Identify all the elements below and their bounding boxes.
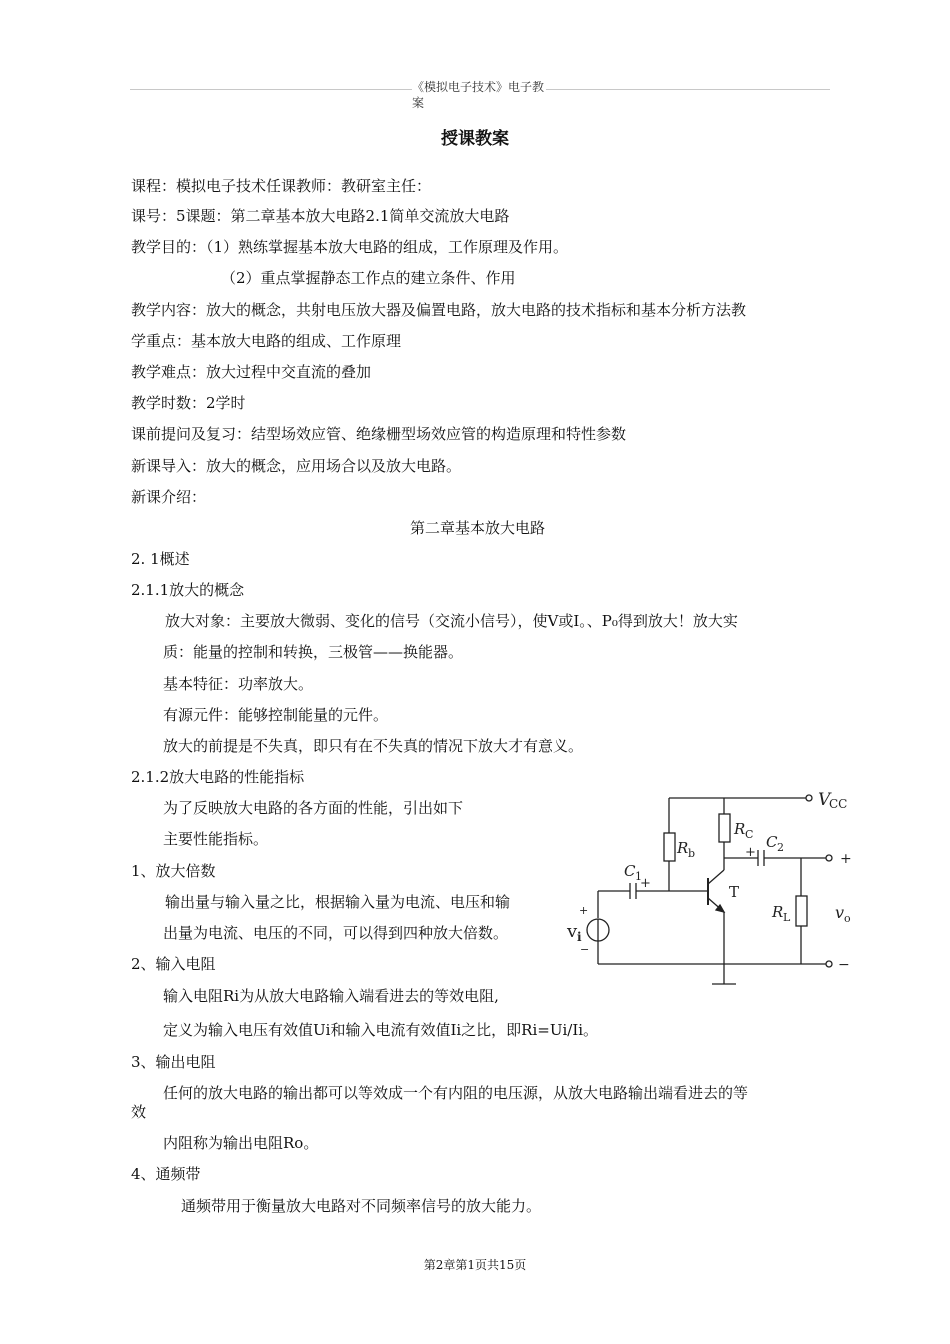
paragraph-bandwidth: 通频带用于衡量放大电路对不同频率信号的放大能力。 <box>181 1197 542 1215</box>
rc-label: R <box>734 820 746 838</box>
heading-input-resistance: 2、输入电阻 <box>131 955 216 973</box>
c1-plus-sign: + <box>640 876 651 891</box>
paragraph-object-a: 放大对象：主要放大微弱、变化的信号（交流小信号），使V或I。、P₀得到放大！放大实 <box>165 612 738 630</box>
rc-subscript: C <box>745 828 754 841</box>
vi-subscript: i <box>577 930 582 944</box>
paragraph-output-b: 效 <box>131 1103 147 1121</box>
rb-label: R <box>677 839 689 857</box>
course-line: 课程：模拟电子技术任课教师：教研室主任： <box>131 177 432 195</box>
section-2-1-2: 2.1.2放大电路的性能指标 <box>131 768 305 786</box>
rl-subscript: L <box>783 911 791 924</box>
c2-plus-sign: + <box>745 845 756 860</box>
paragraph-input-a: 输入电阻Ri为从放大电路输入端看进去的等效电阻, <box>163 987 499 1005</box>
heading-bandwidth: 4、通频带 <box>131 1165 201 1183</box>
vcc-terminal <box>806 795 812 801</box>
vi-label: v <box>567 921 578 942</box>
heading-output-resistance: 3、输出电阻 <box>131 1053 216 1071</box>
rl-resistor <box>796 896 807 926</box>
vo-label: v <box>835 903 845 922</box>
paragraph-output-c: 内阻称为输出电阻Ro。 <box>163 1134 319 1152</box>
section-2-1: 2. 1概述 <box>131 550 190 568</box>
rl-label: R <box>772 903 784 921</box>
vo-subscript: o <box>844 912 851 925</box>
c1-label: C <box>624 862 636 880</box>
page-footer: 第2章第1页共15页 <box>423 1258 527 1272</box>
paragraph-metrics-b: 主要性能指标。 <box>163 830 269 848</box>
paragraph-premise: 放大的前提是不失真，即只有在不失真的情况下放大才有意义。 <box>163 737 584 755</box>
section-2-1-1: 2.1.1放大的概念 <box>131 581 245 599</box>
hours-line: 教学时数：2学时 <box>131 394 246 412</box>
vcc-subscript: CC <box>829 797 848 811</box>
document-title: 授课教案 <box>441 129 509 149</box>
c2-subscript: 2 <box>777 841 784 854</box>
key-points-line: 学重点：基本放大电路的组成、工作原理 <box>131 332 402 350</box>
output-minus-sign: − <box>838 957 850 973</box>
transistor-label: T <box>729 883 740 901</box>
rb-subscript: b <box>688 847 696 860</box>
header-title-line1: 《模拟电子技术》电子教 <box>412 80 545 94</box>
chapter-title: 第二章基本放大电路 <box>410 519 546 537</box>
rb-resistor <box>664 833 675 861</box>
source-minus-sign: − <box>580 943 590 956</box>
transistor-collector-lead <box>708 870 724 884</box>
goal-line-1: 教学目的：（1）熟练掌握基本放大电路的组成，工作原理及作用。 <box>131 238 569 256</box>
rc-resistor <box>719 814 730 842</box>
difficulty-line: 教学难点：放大过程中交直流的叠加 <box>131 363 372 381</box>
new-lesson-line: 新课介绍： <box>131 488 207 506</box>
paragraph-gain-b: 出量为电流、电压的不同，可以得到四种放大倍数。 <box>163 924 509 942</box>
source-plus-sign: + <box>579 904 589 917</box>
header-title-line2: 案 <box>412 96 425 110</box>
output-minus-terminal <box>826 961 832 967</box>
c2-label: C <box>766 833 778 851</box>
content-line: 教学内容：放大的概念，共射电压放大器及偏置电路，放大电路的技术指标和基本分析方法教 <box>131 301 747 319</box>
paragraph-output-a: 任何的放大电路的输出都可以等效成一个有内阻的电压源，从放大电路输出端看进去的等 <box>163 1084 749 1102</box>
paragraph-gain-a: 输出量与输入量之比，根据输入量为电流、电压和输 <box>165 893 511 911</box>
heading-gain: 1、放大倍数 <box>131 862 216 880</box>
paragraph-feature: 基本特征：功率放大。 <box>163 675 314 693</box>
review-line: 课前提问及复习：结型场效应管、绝缘栅型场效应管的构造原理和特性参数 <box>131 425 627 443</box>
paragraph-active: 有源元件：能够控制能量的元件。 <box>163 706 389 724</box>
c1-subscript: 1 <box>635 870 642 883</box>
intro-line: 新课导入：放大的概念，应用场合以及放大电路。 <box>131 457 462 475</box>
amplifier-circuit-diagram <box>560 780 860 1000</box>
goal-line-2: （2）重点掌握静态工作点的建立条件、作用 <box>221 269 516 287</box>
paragraph-object-b: 质：能量的控制和转换，三极管——换能器。 <box>163 643 464 661</box>
paragraph-metrics-a: 为了反映放大电路的各方面的性能，引出如下 <box>163 799 464 817</box>
lesson-line: 课号：5课题：第二章基本放大电路2.1简单交流放大电路 <box>131 207 510 225</box>
output-plus-terminal <box>826 855 832 861</box>
output-plus-sign: + <box>840 851 852 867</box>
paragraph-input-b: 定义为输入电压有效值Ui和输入电流有效值Ii之比，即Ri=Ui/Ii。 <box>163 1021 599 1039</box>
vcc-label: V <box>818 790 831 810</box>
